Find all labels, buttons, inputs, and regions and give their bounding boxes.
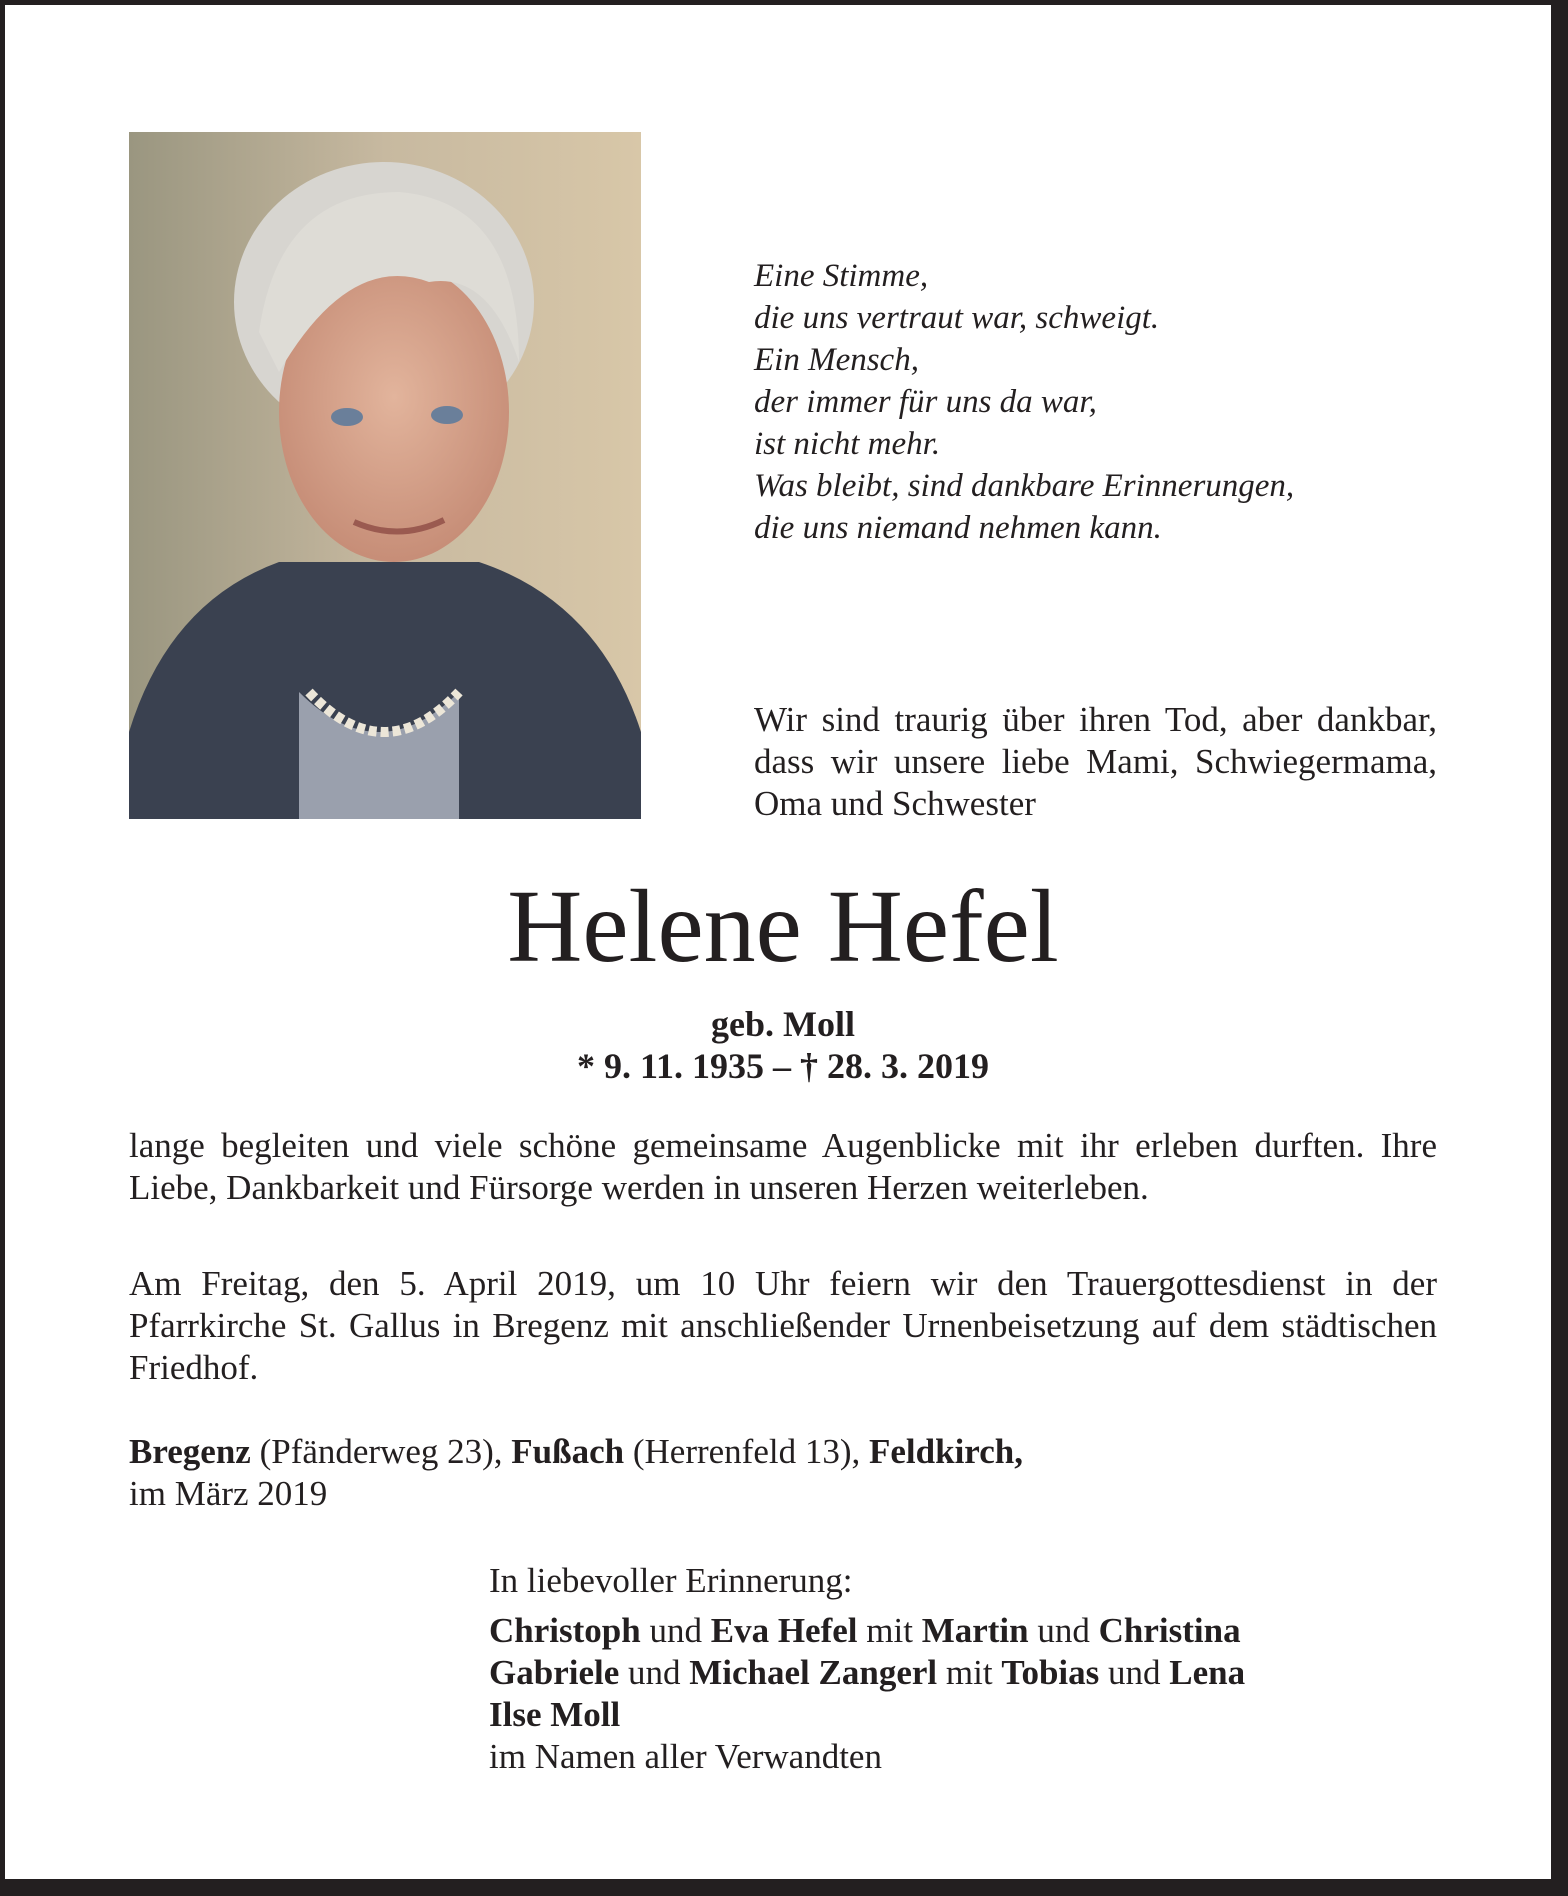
sign-closing: im Namen aller Verwandten (489, 1737, 882, 1776)
obituary-page (5, 5, 1551, 1879)
person: Martin (921, 1611, 1029, 1650)
signatories (489, 1560, 1245, 1778)
sign-heading: In liebevoller Erinnerung: (489, 1561, 853, 1600)
person: Eva Hefel (710, 1611, 858, 1650)
connector: mit (857, 1611, 922, 1650)
signatory-line (489, 1610, 1245, 1652)
poem (754, 255, 1294, 549)
signatory-line (489, 1652, 1245, 1694)
connector: und (1028, 1611, 1099, 1650)
connector: und (619, 1653, 690, 1692)
person: Gabriele (489, 1653, 620, 1692)
signatory-line (489, 1694, 1245, 1736)
person: Ilse Moll (489, 1695, 621, 1734)
intro-text: Wir sind traurig über ihren Tod, aber dankbar, dass wir unsere liebe Mami, Schwiegermama, Oma und Schwester (754, 700, 1437, 823)
life-dates: * 9. 11. 1935 – † 28. 3. 2019 (576, 1046, 989, 1086)
connector: und (1099, 1653, 1170, 1692)
place-date: im März 2019 (129, 1474, 328, 1513)
birth-info (5, 1003, 1561, 1087)
service-info: Am Freitag, den 5. April 2019, um 10 Uhr feiern wir den Trauergottesdienst in der Pfarrkirche St. Gallus in Bregenz mit anschließender Urnenbeisetzung auf dem städtischen Friedhof. (129, 1264, 1437, 1387)
portrait-photo (129, 132, 641, 819)
poem-line: der immer für uns da war, (754, 384, 1097, 420)
person: Lena (1169, 1653, 1246, 1692)
poem-line: die uns niemand nehmen kann. (754, 510, 1162, 546)
place-name: Feldkirch, (869, 1432, 1023, 1471)
body-paragraph: lange begleiten und viele schöne gemeinsame Augenblicke mit ihr erleben durften. Ihre Liebe, Dankbarkeit und Fürsorge werden in unseren Herzen weiterleben. (129, 1126, 1437, 1207)
connector: und (640, 1611, 711, 1650)
person: Tobias (1001, 1653, 1100, 1692)
places (129, 1431, 1023, 1515)
place-name: Fußach (511, 1432, 625, 1471)
address: (Pfänderweg 23), (250, 1432, 512, 1471)
deceased-name: Helene Hefel (507, 869, 1059, 984)
place-name: Bregenz (129, 1432, 251, 1471)
maiden-name: geb. Moll (711, 1004, 855, 1044)
person: Michael Zangerl (689, 1653, 938, 1692)
poem-line: Eine Stimme, (754, 258, 929, 294)
poem-line: ist nicht mehr. (754, 426, 941, 462)
poem-line: Was bleibt, sind dankbare Erinnerungen, (754, 468, 1295, 504)
person: Christoph (489, 1611, 641, 1650)
person: Christina (1098, 1611, 1241, 1650)
poem-line: die uns vertraut war, schweigt. (754, 300, 1160, 336)
address: (Herrenfeld 13), (624, 1432, 869, 1471)
poem-line: Ein Mensch, (754, 342, 919, 378)
connector: mit (937, 1653, 1002, 1692)
